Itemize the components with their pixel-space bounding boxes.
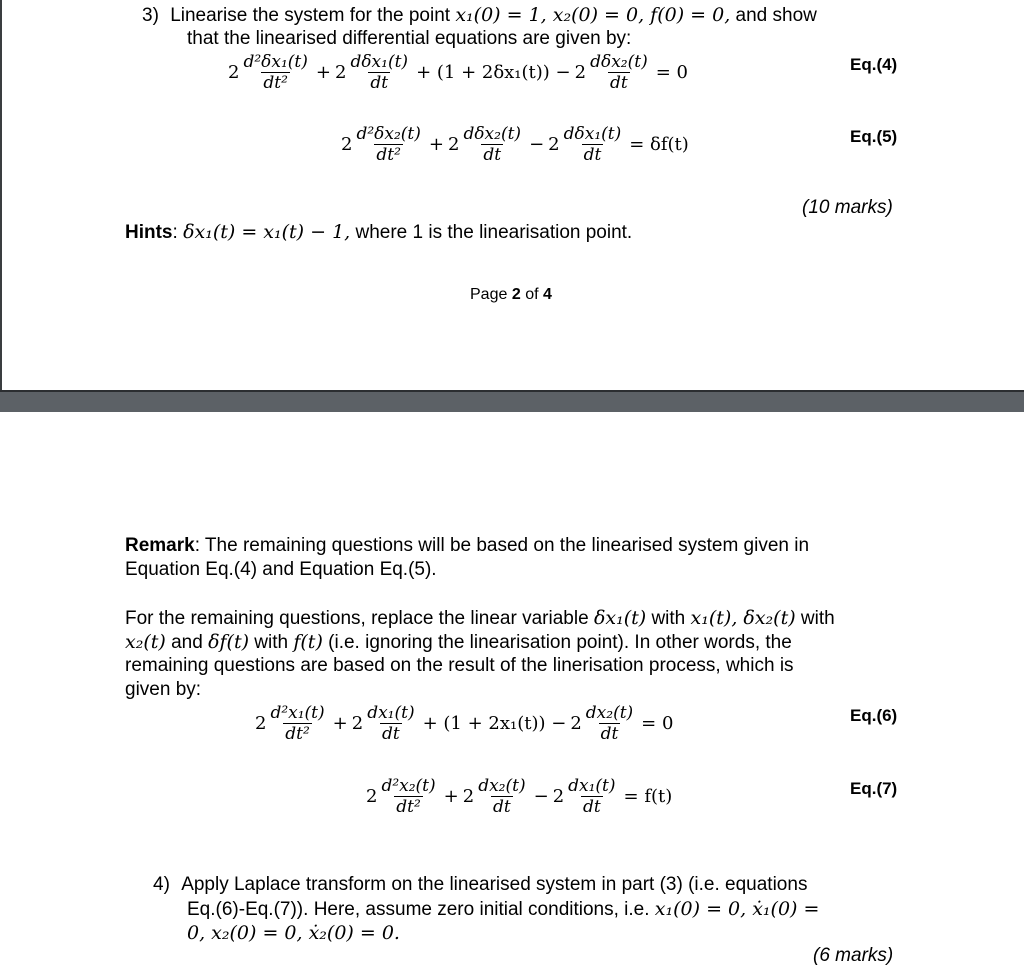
operator: − xyxy=(529,134,545,155)
eq-6-label: Eq.(6) xyxy=(850,706,898,725)
numerator: d²δx₂(t) xyxy=(356,124,421,144)
fraction xyxy=(476,776,527,817)
coefficient: 2 xyxy=(548,134,560,155)
text: with xyxy=(254,632,289,653)
equals: = 0 xyxy=(655,62,688,83)
denominator: dt² xyxy=(263,73,288,93)
fraction xyxy=(588,52,650,93)
fraction xyxy=(379,776,437,817)
question-text: Eq.(6)-Eq.(7)). Here, assume zero initial conditions, i.e. xyxy=(187,899,650,920)
page-of: of xyxy=(525,286,539,303)
operator: + xyxy=(443,786,459,807)
equals: = f(t) xyxy=(623,786,673,807)
page-total: 4 xyxy=(542,286,552,303)
question-text: and show xyxy=(735,5,817,26)
text: and xyxy=(171,632,203,653)
denominator: dt xyxy=(483,145,502,165)
equation-5 xyxy=(341,124,693,165)
eq-4-label: Eq.(4) xyxy=(850,55,898,74)
coefficient: 2 xyxy=(228,62,240,83)
eq-5-label: Eq.(5) xyxy=(850,127,898,146)
math: x₁(t), δx₂(t) xyxy=(690,607,796,629)
denominator: dt xyxy=(600,724,619,744)
coefficient: 2 xyxy=(341,134,353,155)
numerator: dδx₂(t) xyxy=(463,124,522,144)
fraction xyxy=(241,52,309,93)
coefficient: 2 xyxy=(255,713,267,734)
text: with xyxy=(800,608,835,629)
math: f(t) xyxy=(293,631,323,653)
fraction xyxy=(461,124,523,165)
question-3-line-2: that the linearised differential equations are given by: xyxy=(187,28,632,49)
numerator: dx₁(t) xyxy=(367,703,415,723)
page-prefix: Page xyxy=(470,286,508,303)
equation-4 xyxy=(228,52,692,93)
denominator: dt xyxy=(582,797,601,817)
question-3-line-1 xyxy=(142,3,817,28)
remark-line-1 xyxy=(125,534,809,558)
denominator: dt² xyxy=(285,724,310,744)
coefficient: 2 xyxy=(570,713,582,734)
question-number: 3) xyxy=(142,5,159,26)
question-number: 4) xyxy=(153,874,170,895)
math: δx₁(t) xyxy=(593,607,647,629)
marks-q4: (6 marks) xyxy=(813,945,894,966)
page-separator xyxy=(0,390,1024,412)
equation-7 xyxy=(366,776,676,817)
remark-text: : The remaining questions will be based on the linearised system given in xyxy=(194,535,810,556)
numerator: dx₁(t) xyxy=(568,776,616,796)
coefficient: 2 xyxy=(334,62,347,83)
numerator: d²x₂(t) xyxy=(381,776,436,796)
operator: + (1 + 2x₁(t)) − xyxy=(422,713,567,734)
para-line-1 xyxy=(125,606,835,631)
fraction xyxy=(584,703,635,744)
para-line-4: given by: xyxy=(125,679,202,700)
numerator: dx₂(t) xyxy=(585,703,634,723)
text: (i.e. ignoring the linearisation point). In other words, the xyxy=(328,632,792,653)
page-footer xyxy=(470,286,552,304)
para-line-2 xyxy=(125,630,792,655)
fraction xyxy=(566,776,617,817)
denominator: dt xyxy=(493,797,511,817)
question-4-line-2 xyxy=(187,897,819,922)
coefficient: 2 xyxy=(447,134,460,155)
numerator: dδx₁(t) xyxy=(563,124,622,144)
page-border xyxy=(0,0,2,392)
coefficient: 2 xyxy=(462,786,475,807)
question-text: Linearise the system for the point xyxy=(170,5,451,26)
numerator: dx₂(t) xyxy=(478,776,526,796)
question-4-line-1 xyxy=(153,873,807,897)
hints-text: where 1 is the linearisation point. xyxy=(355,222,633,243)
text: For the remaining questions, replace the linear variable xyxy=(125,608,589,629)
numerator: d²δx₁(t) xyxy=(243,52,308,72)
coefficient: 2 xyxy=(366,786,378,807)
hints-expression: δx₁(t) = x₁(t) − 1, xyxy=(183,221,351,243)
math: δf(t) xyxy=(208,631,249,653)
hints-colon: : xyxy=(172,222,178,243)
denominator: dt xyxy=(610,73,628,93)
marks-q3: (10 marks) xyxy=(802,197,893,218)
fraction xyxy=(365,703,416,744)
hints-label: Hints xyxy=(125,222,173,243)
eq-7-label: Eq.(7) xyxy=(850,779,898,798)
coefficient: 2 xyxy=(351,713,364,734)
coefficient: 2 xyxy=(574,62,587,83)
question-4-line-3: 0, x₂(0) = 0, ẋ₂(0) = 0. xyxy=(187,922,400,944)
operator: + (1 + 2δx₁(t)) − xyxy=(416,62,571,83)
coefficient: 2 xyxy=(552,786,565,807)
numerator: d²x₁(t) xyxy=(270,703,325,723)
equals: = 0 xyxy=(641,713,674,734)
equals: = δf(t) xyxy=(629,134,689,155)
linearisation-point: x₁(0) = 1, x₂(0) = 0, f(0) = 0, xyxy=(455,4,731,26)
initial-conditions: x₁(0) = 0, ẋ₁(0) = xyxy=(654,898,820,920)
page-number: 2 xyxy=(511,286,521,303)
fraction xyxy=(562,124,624,165)
numerator: dδx₁(t) xyxy=(350,52,409,72)
denominator: dt xyxy=(382,724,400,744)
fraction xyxy=(348,52,410,93)
fraction xyxy=(268,703,326,744)
denominator: dt² xyxy=(396,797,421,817)
operator: + xyxy=(315,62,331,83)
hints xyxy=(125,220,632,245)
fraction xyxy=(354,124,422,165)
denominator: dt² xyxy=(376,145,401,165)
operator: + xyxy=(332,713,348,734)
remark-line-2: Equation Eq.(4) and Equation Eq.(5). xyxy=(125,559,437,580)
operator: + xyxy=(428,134,444,155)
operator: − xyxy=(533,786,549,807)
denominator: dt xyxy=(583,145,602,165)
math: x₂(t) xyxy=(125,631,166,653)
text: with xyxy=(651,608,686,629)
remark-label: Remark xyxy=(125,535,195,556)
denominator: dt xyxy=(370,73,389,93)
para-line-3: remaining questions are based on the result of the linerisation process, which is xyxy=(125,655,794,676)
equation-6 xyxy=(255,703,677,744)
question-text: Apply Laplace transform on the linearised system in part (3) (i.e. equations xyxy=(181,874,808,895)
numerator: dδx₂(t) xyxy=(590,52,648,72)
